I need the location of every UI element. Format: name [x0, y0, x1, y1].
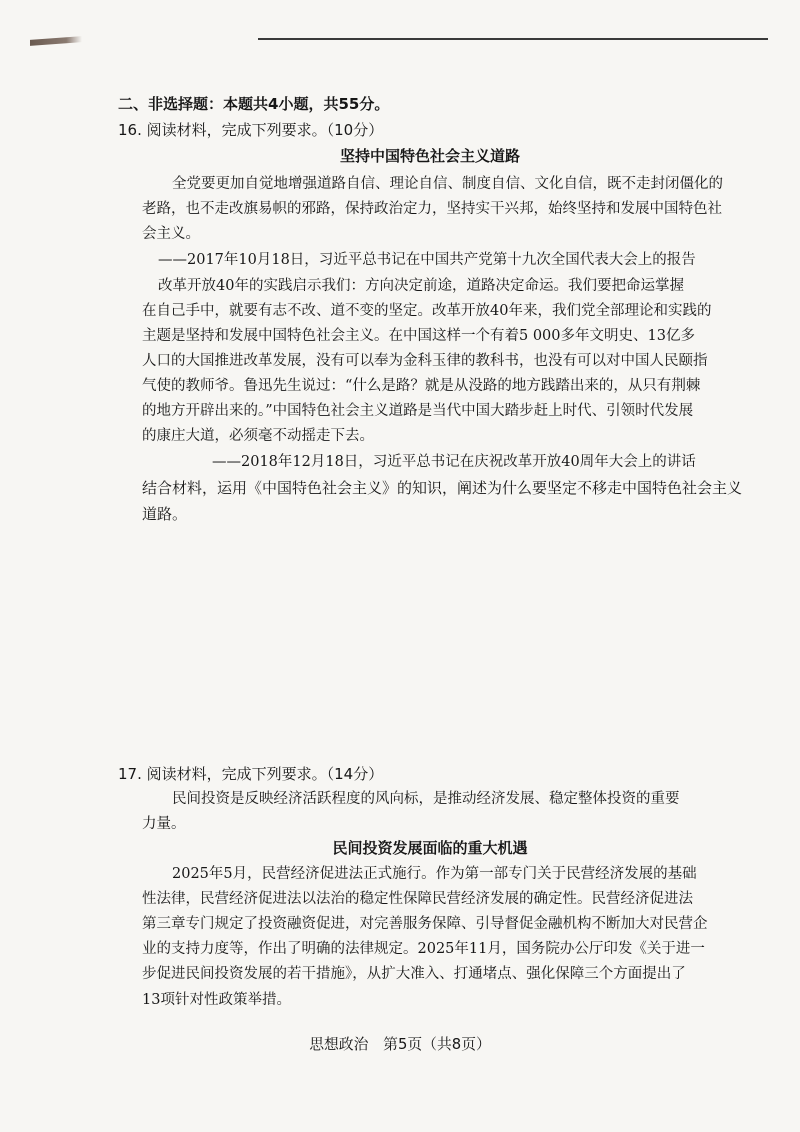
header-rule [258, 38, 768, 40]
q16-task-line: 结合材料，运用《中国特色社会主义》的知识，阐述为什么要坚定不移走中国特色社会主义 [142, 479, 743, 497]
q16-quote1-line: 会主义。 [142, 226, 200, 242]
question-16-title: 坚持中国特色社会主义道路 [339, 147, 520, 165]
q16-quote2-line: 的康庄大道，必须毫不动摇走下去。 [142, 428, 374, 444]
q16-quote2-line: 在自己手中，就要有志不改、道不变的坚定。改革开放40年来，我们党全部理论和实践的 [142, 303, 712, 319]
section-header: 二、非选择题：本题共4小题，共55分。 [118, 95, 390, 113]
q16-task-line: 道路。 [142, 505, 188, 523]
q16-quote2-line: 改革开放40年的实践启示我们：方向决定前途，道路决定命运。我们要把命运掌握 [158, 278, 684, 294]
q16-quote2-line: 主题是坚持和发展中国特色社会主义。在中国这样一个有着5 000多年文明史、13亿多 [142, 328, 695, 344]
q16-quote2-line: 的地方开辟出来的。”中国特色社会主义道路是当代中国大踏步赶上时代、引领时代发展 [142, 403, 694, 419]
q17-body-line: 业的支持力度等，作出了明确的法律规定。2025年11月，国务院办公厅印发《关于进一 [142, 941, 705, 957]
q16-quote1-line: 全党要更加自觉地增强道路自信、理论自信、制度自信、文化自信，既不走封闭僵化的 [172, 176, 723, 192]
question-17-prompt: 17. 阅读材料，完成下列要求。（14分） [118, 765, 384, 783]
q16-quote2-line: 人口的大国推进改革发展，没有可以奉为金科玉律的教科书，也没有可以对中国人民颐指 [142, 353, 708, 369]
q17-body-line: 步促进民间投资发展的若干措施》，从扩大准入、打通堵点、强化保障三个方面提出了 [142, 966, 686, 982]
q16-source1: ——2017年10月18日，习近平总书记在中国共产党第十九次全国代表大会上的报告 [158, 252, 696, 268]
q16-quote1-line: 老路，也不走改旗易帜的邪路，保持政治定力，坚持实干兴邦，始终坚持和发展中国特色社 [142, 201, 722, 217]
q17-body-line: 性法律，民营经济促进法以法治的稳定性保障民营经济发展的确定性。民营经济促进法 [142, 891, 693, 907]
q16-quote2-line: 气使的教师爷。鲁迅先生说过：“什么是路？就是从没路的地方践踏出来的，从只有荆棘 [142, 378, 701, 394]
q17-body-line: 2025年5月，民营经济促进法正式施行。作为第一部专门关于民营经济发展的基础 [172, 866, 697, 882]
question-17-title: 民间投资发展面临的重大机遇 [332, 839, 528, 857]
scan-edge-mark [30, 36, 82, 46]
q17-body-line: 第三章专门规定了投资融资促进，对完善服务保障、引导督促金融机构不断加大对民营企 [142, 916, 708, 932]
q17-body-line: 13项针对性政策举措。 [142, 992, 291, 1008]
q16-source2: ——2018年12月18日，习近平总书记在庆祝改革开放40周年大会上的讲话 [212, 454, 696, 470]
q17-intro-line: 民间投资是反映经济活跃程度的风向标，是推动经济发展、稳定整体投资的重要 [172, 791, 680, 807]
page-footer: 思想政治 第5页（共8页） [309, 1036, 491, 1053]
question-16-prompt: 16. 阅读材料，完成下列要求。（10分） [118, 121, 384, 139]
q17-intro-line: 力量。 [142, 816, 186, 832]
